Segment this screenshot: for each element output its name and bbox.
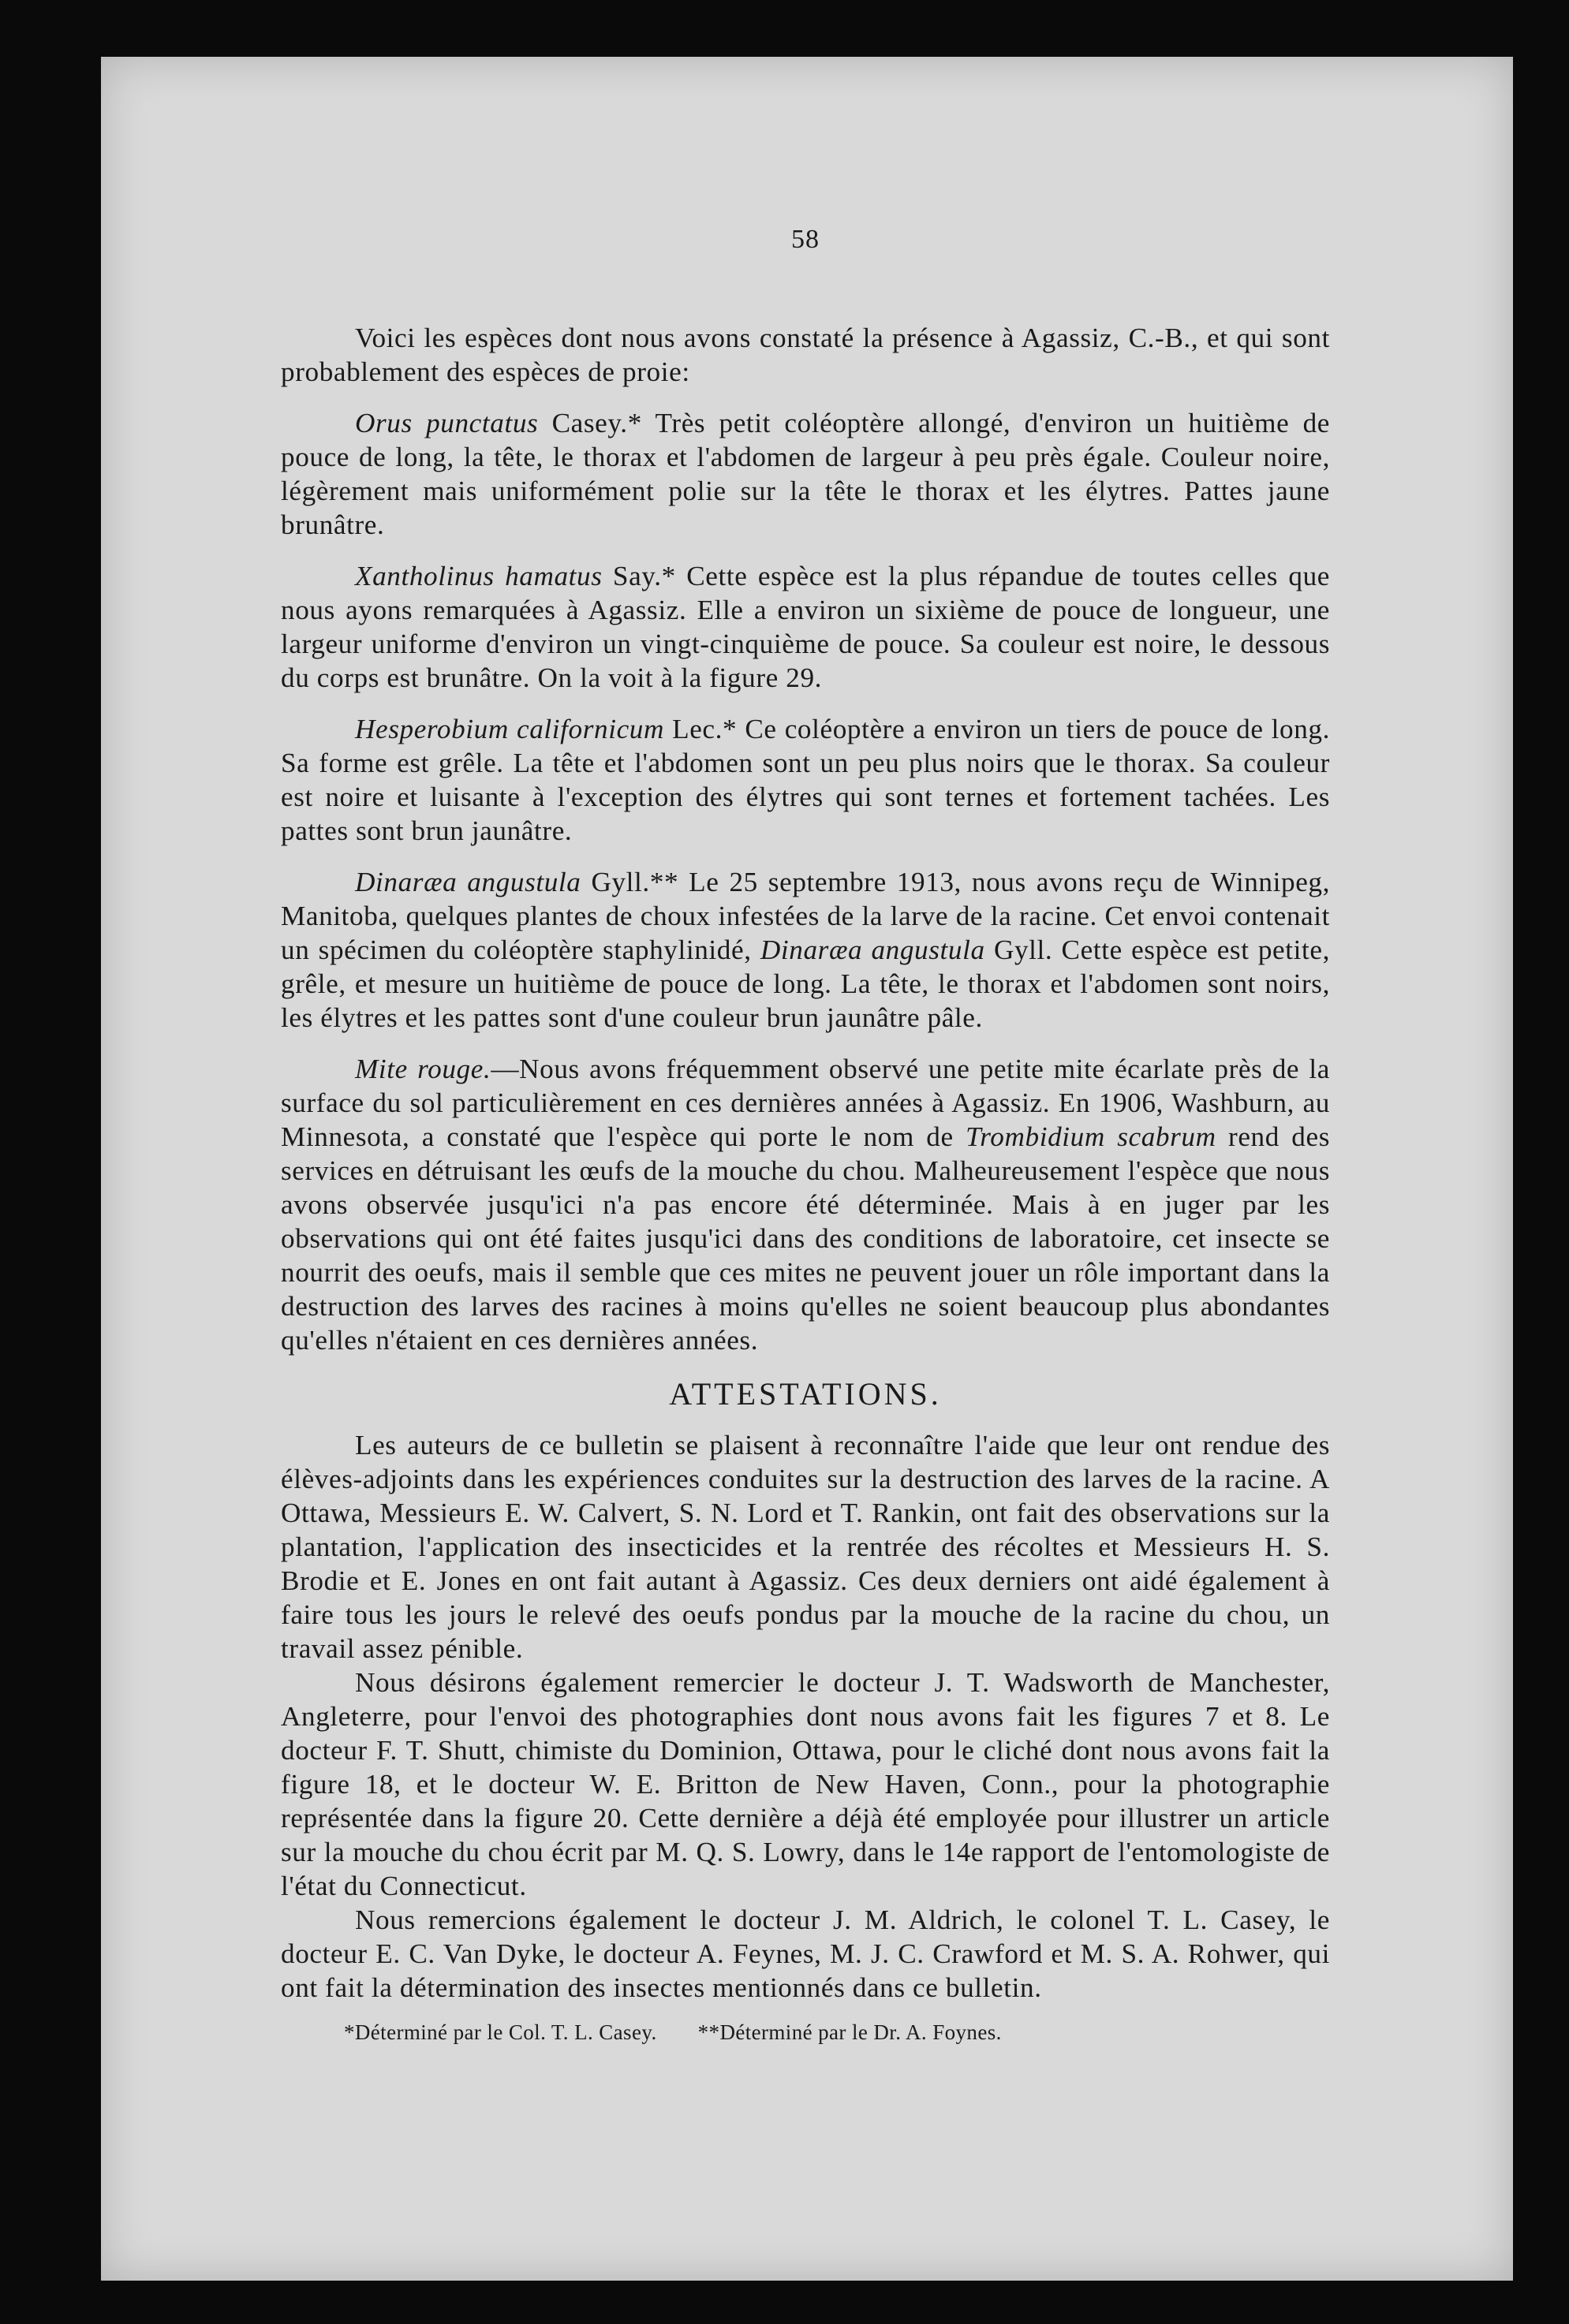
species-dinaraea-paragraph (281, 865, 1330, 1035)
page-sheet (101, 57, 1513, 2281)
species-description: Casey.* Très petit coléoptère allongé, d'environ un huitième de pouce de long, la tête, le thorax et l'abdomen de largeur à peu près égale. Couleur noire, légèrement mais uniformément polie sur la tête le thorax et les élytres. Pattes jaune brunâtre. (281, 408, 1330, 540)
species-description: —Nous avons fréquemment observé une petite mite écarlate près de la surface du sol particulièrement en ces dernières années à Agassiz. En 1906, Washburn, au Minnesota, a constaté que l'espèce qui porte le nom de (281, 1054, 1330, 1152)
species-hesperobium-paragraph (281, 712, 1330, 848)
text-body (281, 321, 1330, 2046)
mite-rouge-paragraph (281, 1052, 1330, 1357)
species-name: Orus punctatus (355, 408, 539, 438)
species-orus-paragraph (281, 406, 1330, 542)
species-description: Gyll.** Le 25 septembre 1913, nous avons reçu de Winnipeg, Manitoba, quelques plantes de choux infestées de la larve de la racine. Cet envoi contenait un spécimen du coléoptère staphylinidé, (281, 867, 1330, 965)
species-description: Lec.* Ce coléoptère a environ un tiers de pouce de long. Sa forme est grêle. La tête et l'abdomen sont un peu plus noirs que le thorax. Sa couleur est noire et luisante à l'exception des élytres qui sont ternes et fortement tachées. Les pattes sont brun jaunâtre. (281, 714, 1330, 846)
intro-paragraph: Voici les espèces dont nous avons constaté la présence à Agassiz, C.-B., et qui sont probablement des espèces de proie: (281, 323, 1330, 387)
species-description: Say.* Cette espèce est la plus répandue de toutes celles que nous ayons remarquées à Agassiz. Elle a environ un sixième de pouce de longueur, une largeur uniforme d'environ un vingt-cinquième de pouce. Sa couleur est noire, le dessous du corps est brunâtre. On la voit à la figure 29. (281, 561, 1330, 693)
section-heading: ATTESTATIONS. (669, 1376, 942, 1412)
species-description: Gyll. Cette espèce est petite, grêle, et mesure un huitième de pouce de long. La tête, le thorax et l'abdomen sont noirs, les élytres et les pattes sont d'une couleur brun jaunâtre pâle. (281, 934, 1330, 1033)
footnote: **Déterminé par le Dr. A. Foynes. (697, 2020, 1002, 2044)
species-name: Xantholinus hamatus (355, 561, 603, 591)
footnotes (281, 2019, 1330, 2046)
attestation-paragraph: Les auteurs de ce bulletin se plaisent à reconnaître l'aide que leur ont rendue des élèves-adjoints dans les expériences conduites sur la destruction des larves de la racine. A Ottawa, Messieurs E. W. Calvert, S. N. Lord et T. Rankin, ont fait des observations sur la plantation, l'application des insecticides et la rentrée des récoltes et Messieurs H. S. Brodie et E. Jones en ont fait autant à Agassiz. Ces deux derniers ont aidé également à faire tous les jours le relevé des oeufs pondus par la mouche de la racine du chou, un travail assez pénible. (281, 1430, 1330, 1664)
species-name-inline: Dinaræa angustula (760, 934, 985, 965)
species-xantholinus-paragraph (281, 559, 1330, 695)
species-name: Mite rouge. (355, 1054, 491, 1084)
species-name-inline: Trombidium scabrum (966, 1121, 1216, 1152)
footnote: *Déterminé par le Col. T. L. Casey. (344, 2020, 657, 2044)
page-number: 58 (791, 225, 820, 254)
attestation-paragraph: Nous désirons également remercier le docteur J. T. Wadsworth de Manchester, Angleterre, pour l'envoi des photographies dont nous avons fait les figures 7 et 8. Le docteur F. T. Shutt, chimiste du Dominion, Ottawa, pour le cliché dont nous avons fait la figure 18, et le docteur W. E. Britton de New Haven, Conn., pour la photographie représentée dans la figure 20. Cette dernière a déjà été employée pour illustrer un article sur la mouche du chou écrit par M. Q. S. Lowry, dans le 14e rapport de l'entomologiste de l'état du Connecticut. (281, 1667, 1330, 1901)
species-name: Hesperobium californicum (355, 714, 665, 744)
species-name: Dinaræa angustula (355, 867, 581, 897)
species-description: rend des services en détruisant les œufs de la mouche du chou. Malheureusement l'espèce que nous avons observée jusqu'ici n'a pas encore été déterminée. Mais à en juger par les observations qui ont été faites jusqu'ici dans des conditions de laboratoire, cet insecte se nourrit des oeufs, mais il semble que ces mites ne peuvent jouer un rôle important dans la destruction des larves des racines à moins qu'elles ne soient beaucoup plus abondantes qu'elles n'étaient en ces dernières années. (281, 1121, 1330, 1356)
attestation-paragraph: Nous remercions également le docteur J. M. Aldrich, le colonel T. L. Casey, le docteur E. C. Van Dyke, le docteur A. Feynes, M. J. C. Crawford et M. S. A. Rohwer, qui ont fait la détermination des insectes mentionnés dans ce bulletin. (281, 1904, 1330, 2003)
